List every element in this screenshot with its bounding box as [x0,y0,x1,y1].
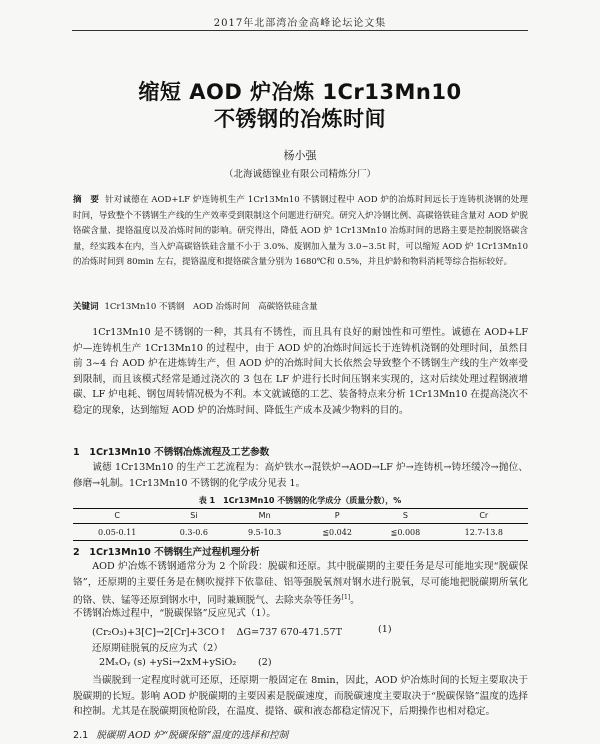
table-header-cell: Si [161,509,226,524]
reaction-intro: 不锈钢冶炼过程中，“脱碳保铬”反应见式（1）。 [73,608,276,619]
table-1-caption: 表 1 1Cr13Mn10 不锈钢的化学成分（质量分数），% [198,496,402,505]
table-cell: 9.5-10.3 [226,524,303,541]
table-cell: 0.05-0.11 [73,524,161,541]
reduction-intro: 还原期硅脱氧的反应为式（2） [92,643,223,654]
author: 杨小强 [283,149,317,162]
section-2-heading: 2 1Cr13Mn10 不锈钢生产过程机理分析 [73,547,260,558]
composition-table [73,508,528,541]
section-1-heading: 1 1Cr13Mn10 不锈钢冶炼流程及工艺参数 [73,447,270,458]
abstract [73,193,528,271]
abstract-label: 摘 要 [73,195,100,205]
table-header-cell: C [73,509,161,524]
table-header-row [73,509,528,524]
header-rule [72,30,528,31]
section-2-1-heading [73,727,288,741]
equation-1-number: (1) [378,624,392,635]
closing-paragraph: 当碳脱到一定程度时就可还原，还原期一般固定在 8min，因此，AOD 炉冶炼时间的长短主要取决于脱碳期的长短。影响 AOD 炉脱碳期的主要因素是脱碳速度，而脱碳速度主要取决于“脱碳保铬”温度的选择和控制。尤其是在脱碳期顶枪阶段，在温度、提铬、碳和液态都稳定情况下，后期操作也相对稳定。 [73,675,528,718]
section-1-paragraph: 诚德 1Cr13Mn10 的生产工艺流程为：高炉铁水→混铁炉→AOD→LF 炉→连铸机→铸坯缓冷→抛位、修磨→轧制。1Cr13Mn10 不锈钢的化学成分见表 1。 [73,462,528,489]
keywords [73,300,528,312]
table-cell: ≦0.042 [303,524,371,541]
table-cell: ≦0.008 [371,524,439,541]
keywords-label: 关键词 [73,302,99,312]
section-2-1-title: 脱碳期 AOD 炉“脱碳保铬”温度的选择和控制 [96,730,289,741]
section-2-text: AOD 炉冶炼不锈钢通常分为 2 个阶段：脱碳和还原。其中脱碳期的主要任务是尽可能地实现“脱碳保铬”，还原期的主要任务是在侧吹搅拌下依靠硅、铝等强脱氧剂对钢水进行脱氧，尽可能地把脱碳期所氧化的铬、铁、锰等还原到钢水中，同时兼顾脱气、去除夹杂等任务 [73,561,528,607]
equation-1: (Cr₂O₃)+3[C]→2[Cr]+3CO↑ ΔG=737 670-471.57T [92,627,342,638]
table-header-cell: Cr [440,509,528,524]
title-line-2: 不锈钢的冶炼时间 [214,107,386,131]
table-header-cell: P [303,509,371,524]
section-2-paragraph [73,559,528,609]
citation: [1] [341,594,351,602]
table-cell: 12.7-13.8 [440,524,528,541]
table-header-cell: S [371,509,439,524]
equation-2: 2MₓOᵧ (s) +ySi→2xM+ySiO₂ [99,657,237,668]
running-head: 2017年北部湾冶金高峰论坛论文集 [213,18,387,29]
section-2-tail: 。 [350,595,360,607]
section-2-1-number: 2.1 [73,730,89,741]
title-line-1: 缩短 AOD 炉冶炼 1Cr13Mn10 [138,80,462,104]
equation-2-number: (2) [258,657,272,668]
table-cell: 0.3-0.6 [161,524,226,541]
keywords-text: 1Cr13Mn10 不锈钢 AOD 冶炼时间 高碳铬铁硅含量 [104,302,318,312]
table-header-cell: Mn [226,509,303,524]
intro-paragraph: 1Cr13Mn10 是不锈钢的一种，其具有不锈性，而且具有良好的耐蚀性和可塑性。诚德在 AOD+LF 炉—连铸机生产 1Cr13Mn10 的过程中，由于 AOD 炉的冶炼时间远长于连铸机浇钢的处理时间，虽然目前 3~4 台 AOD 炉在进炼铸生产，但 AOD 炉的冶炼时间大长依然会导致整个不锈钢生产线的生产效率受到限制，而且该模式经常是通过浇次的 3 包在 LF 炉进行长时间压钢来实现的，这对后续处理过程钢液增碳、LF 炉电耗、钢包周转情况极为不利。本文就诚德的工艺、装备特点来分析 1Cr13Mn10 在提高浇次不稳定的现象，达到缩短 AOD 炉的冶炼时间、降低生产成本及减少物料的目的。 [73,327,528,416]
affiliation: （北海诚德镍业有限公司精炼分厂） [223,169,376,180]
abstract-text: 针对诚德在 AOD+LF 炉连铸机生产 1Cr13Mn10 不锈钢过程中 AOD 炉的冶炼时间远长于连铸机浇钢的处理时间，导致整个不锈钢生产线的生产效率受到限制这个问题进行研究。研究入炉冷钢比例、高碳铬铁硅含量对 AOD 炉脱铬碳含量、提铬温度以及冶炼时间的影响。研究得出，降低 AOD 炉 1Cr13Mn10 冶炼时间的思路主要是控制脱铬碳含量，经实践本在内，当入炉高碳铬铁硅含量不小于 3.0%、废钢加入量为 3.0~3.5t 时，可以缩短 AOD 炉 1Cr13Mn10 的冶炼时间到 80min 左右，提铬温度和提铬碳含量分别为 1680℃和 0.5%，并且炉龄和物料消耗等综合指标较好。 [73,195,528,267]
table-row [73,524,528,541]
